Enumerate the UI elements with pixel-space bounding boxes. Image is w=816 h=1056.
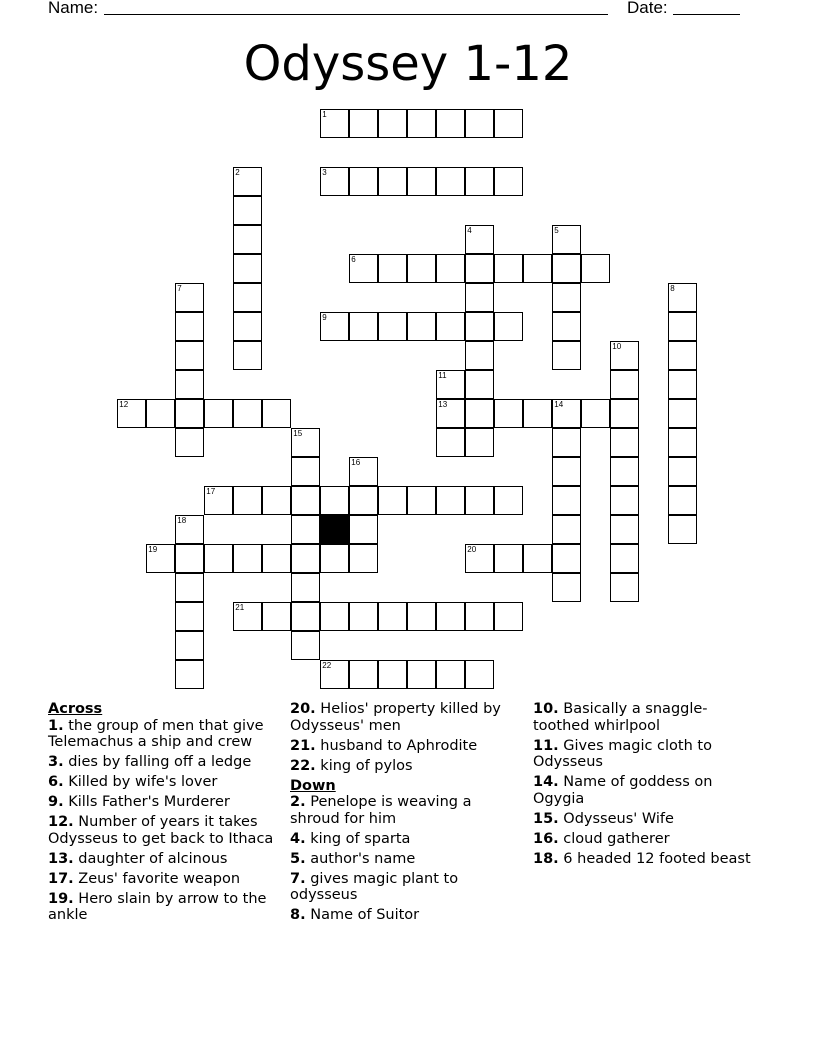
- clues-column-2: [290, 701, 520, 927]
- clue-text: Penelope is weaving a shroud for him: [290, 794, 472, 827]
- crossword-cell[interactable]: [262, 602, 291, 631]
- clue-number: 16.: [533, 830, 559, 847]
- crossword-cell[interactable]: [320, 544, 349, 573]
- crossword-cell[interactable]: [494, 486, 523, 515]
- crossword-cell[interactable]: [175, 283, 204, 312]
- clue-number: 18.: [533, 850, 559, 867]
- crossword-cell[interactable]: [407, 254, 436, 283]
- crossword-cell[interactable]: [349, 515, 378, 544]
- clue-item: [48, 774, 284, 791]
- crossword-cell[interactable]: [436, 428, 465, 457]
- clue-item: [48, 718, 284, 751]
- crossword-black-cell: [320, 515, 349, 544]
- crossword-cell[interactable]: [349, 660, 378, 689]
- clue-item: [290, 851, 520, 868]
- clue-number-label: 18: [177, 516, 187, 526]
- clue-text: the group of men that give Telemachus a ship and crew: [48, 717, 264, 750]
- clue-number: 9.: [48, 794, 64, 810]
- crossword-cell[interactable]: [552, 341, 581, 370]
- crossword-cell[interactable]: [291, 486, 320, 515]
- crossword-cell[interactable]: [494, 167, 523, 196]
- crossword-cell[interactable]: [523, 544, 552, 573]
- crossword-cell[interactable]: [523, 254, 552, 283]
- crossword-cell[interactable]: [552, 312, 581, 341]
- crossword-cell[interactable]: [233, 167, 262, 196]
- crossword-cell[interactable]: [320, 312, 349, 341]
- crossword-cell[interactable]: [436, 602, 465, 631]
- crossword-cell[interactable]: [668, 283, 697, 312]
- clue-number-label: 8: [670, 284, 675, 294]
- page-title: Odyssey 1-12: [243, 36, 573, 92]
- crossword-cell[interactable]: [291, 428, 320, 457]
- crossword-cell[interactable]: [291, 515, 320, 544]
- crossword-cell[interactable]: [610, 457, 639, 486]
- crossword-cell[interactable]: [436, 109, 465, 138]
- crossword-cell[interactable]: [291, 457, 320, 486]
- clue-number: 8.: [290, 907, 306, 923]
- clue-number-label: 1: [322, 110, 327, 120]
- crossword-cell[interactable]: [378, 254, 407, 283]
- crossword-cell[interactable]: [465, 254, 494, 283]
- crossword-cell[interactable]: [378, 312, 407, 341]
- crossword-cell[interactable]: [610, 515, 639, 544]
- clue-item: [533, 851, 763, 868]
- clue-text: Number of years it takes Odysseus to get back to Ithaca: [48, 814, 274, 847]
- clue-number-label: 22: [322, 661, 332, 671]
- clue-number: 12.: [48, 814, 74, 830]
- crossword-cell[interactable]: [175, 312, 204, 341]
- crossword-cell[interactable]: [436, 399, 465, 428]
- crossword-cell[interactable]: [494, 399, 523, 428]
- clue-number-label: 9: [322, 313, 327, 323]
- crossword-cell[interactable]: [349, 457, 378, 486]
- crossword-cell[interactable]: [349, 109, 378, 138]
- crossword-cell[interactable]: [407, 486, 436, 515]
- crossword-cell[interactable]: [175, 602, 204, 631]
- crossword-cell[interactable]: [349, 254, 378, 283]
- crossword-cell[interactable]: [610, 370, 639, 399]
- clue-number: 3.: [48, 754, 64, 770]
- crossword-cell[interactable]: [581, 254, 610, 283]
- across-clue-list-continued: [290, 701, 520, 774]
- down-clue-list: [290, 794, 520, 924]
- clue-number-label: 5: [554, 226, 559, 236]
- clue-number-label: 3: [322, 168, 327, 178]
- clue-number-label: 12: [119, 400, 129, 410]
- crossword-cell[interactable]: [494, 544, 523, 573]
- crossword-cell[interactable]: [668, 399, 697, 428]
- crossword-cell[interactable]: [378, 167, 407, 196]
- clue-number: 19.: [48, 890, 74, 907]
- crossword-cell[interactable]: [552, 225, 581, 254]
- crossword-cell[interactable]: [407, 167, 436, 196]
- crossword-cell[interactable]: [291, 602, 320, 631]
- clue-number-label: 10: [612, 342, 622, 352]
- crossword-cell[interactable]: [233, 312, 262, 341]
- clue-number-label: 4: [467, 226, 472, 236]
- crossword-cell[interactable]: [668, 457, 697, 486]
- crossword-cell[interactable]: [465, 225, 494, 254]
- crossword-cell[interactable]: [117, 399, 146, 428]
- clue-item: [48, 851, 284, 868]
- crossword-cell[interactable]: [204, 486, 233, 515]
- crossword-cell[interactable]: [291, 631, 320, 660]
- clue-number: 14.: [533, 774, 559, 790]
- crossword-cell[interactable]: [610, 341, 639, 370]
- crossword-cell[interactable]: [233, 486, 262, 515]
- crossword-cell[interactable]: [581, 399, 610, 428]
- crossword-cell[interactable]: [552, 544, 581, 573]
- clue-number-label: 15: [293, 429, 303, 439]
- crossword-cell[interactable]: [407, 312, 436, 341]
- crossword-cell[interactable]: [465, 167, 494, 196]
- crossword-cell[interactable]: [175, 631, 204, 660]
- crossword-cell[interactable]: [465, 341, 494, 370]
- crossword-cell[interactable]: [320, 486, 349, 515]
- clue-item: [533, 701, 763, 734]
- crossword-cell[interactable]: [204, 399, 233, 428]
- clue-text: Zeus' favorite weapon: [73, 870, 241, 887]
- crossword-cell[interactable]: [668, 370, 697, 399]
- crossword-cell[interactable]: [610, 573, 639, 602]
- clue-number: 11.: [533, 737, 559, 754]
- clue-item: [290, 831, 520, 848]
- clue-item: [290, 738, 520, 755]
- clue-number-label: 6: [351, 255, 356, 265]
- crossword-cell[interactable]: [465, 109, 494, 138]
- clue-number: 7.: [290, 870, 306, 887]
- clue-number: 6.: [48, 774, 64, 790]
- crossword-cell[interactable]: [465, 602, 494, 631]
- clue-number-label: 13: [438, 400, 448, 410]
- clue-number: 21.: [290, 737, 316, 754]
- clue-number: 1.: [48, 717, 64, 734]
- crossword-cell[interactable]: [175, 660, 204, 689]
- crossword-cell[interactable]: [407, 660, 436, 689]
- crossword-cell[interactable]: [291, 544, 320, 573]
- clue-text: Odysseus' Wife: [558, 810, 674, 827]
- clue-item: [48, 891, 284, 924]
- crossword-cell[interactable]: [262, 486, 291, 515]
- crossword-cell[interactable]: [494, 602, 523, 631]
- clue-text: Basically a snaggle-toothed whirlpool: [533, 701, 708, 734]
- crossword-cell[interactable]: [436, 254, 465, 283]
- date-label: Date:: [627, 0, 668, 17]
- crossword-cell[interactable]: [668, 428, 697, 457]
- clue-text: Killed by wife's lover: [63, 774, 218, 790]
- down-heading: Down: [290, 777, 336, 794]
- across-heading: Across: [48, 701, 103, 717]
- clue-text: gives magic plant to odysseus: [290, 870, 459, 903]
- clue-number: 17.: [48, 870, 74, 887]
- clue-number-label: 2: [235, 168, 240, 178]
- clue-item: [290, 794, 520, 827]
- crossword-cell[interactable]: [233, 602, 262, 631]
- crossword-cell[interactable]: [175, 370, 204, 399]
- crossword-cell[interactable]: [494, 109, 523, 138]
- clue-item: [533, 774, 763, 807]
- clue-number-label: 19: [148, 545, 158, 555]
- crossword-cell[interactable]: [552, 573, 581, 602]
- clue-item: [48, 814, 284, 847]
- crossword-cell[interactable]: [465, 399, 494, 428]
- crossword-cell[interactable]: [233, 225, 262, 254]
- crossword-cell[interactable]: [668, 341, 697, 370]
- clue-number: 15.: [533, 810, 559, 827]
- across-clue-list: [48, 718, 284, 924]
- clue-text: cloud gatherer: [558, 830, 670, 847]
- clue-text: Hero slain by arrow to the ankle: [48, 890, 267, 923]
- crossword-cell[interactable]: [291, 573, 320, 602]
- crossword-cell[interactable]: [407, 109, 436, 138]
- clues-column-3: [533, 701, 763, 871]
- clue-text: Gives magic cloth to Odysseus: [533, 737, 712, 770]
- crossword-cell[interactable]: [233, 399, 262, 428]
- crossword-cell[interactable]: [175, 399, 204, 428]
- clue-number-label: 20: [467, 545, 477, 555]
- crossword-cell[interactable]: [436, 660, 465, 689]
- clue-number: 2.: [290, 794, 306, 810]
- clue-number-label: 14: [554, 400, 564, 410]
- clue-number: 10.: [533, 701, 559, 717]
- crossword-cell[interactable]: [523, 399, 552, 428]
- crossword-cell[interactable]: [436, 486, 465, 515]
- crossword-cell[interactable]: [349, 602, 378, 631]
- clue-text: Name of goddess on Ogygia: [533, 774, 713, 807]
- clue-number: 13.: [48, 850, 74, 867]
- crossword-cell[interactable]: [349, 544, 378, 573]
- clue-item: [48, 871, 284, 888]
- clue-number-label: 16: [351, 458, 361, 468]
- crossword-cell[interactable]: [349, 486, 378, 515]
- crossword-cell[interactable]: [610, 486, 639, 515]
- crossword-cell[interactable]: [320, 660, 349, 689]
- crossword-cell[interactable]: [407, 602, 436, 631]
- crossword-cell[interactable]: [494, 254, 523, 283]
- crossword-cell[interactable]: [436, 312, 465, 341]
- crossword-cell[interactable]: [610, 428, 639, 457]
- crossword-cell[interactable]: [668, 486, 697, 515]
- crossword-cell[interactable]: [465, 544, 494, 573]
- clue-text: Helios' property killed by Odysseus' men: [290, 701, 501, 734]
- crossword-cell[interactable]: [552, 515, 581, 544]
- crossword-cell[interactable]: [494, 312, 523, 341]
- clue-text: Name of Suitor: [305, 907, 420, 923]
- crossword-cell[interactable]: [320, 167, 349, 196]
- crossword-cell[interactable]: [175, 428, 204, 457]
- clue-text: 6 headed 12 footed beast: [558, 850, 751, 867]
- crossword-cell[interactable]: [349, 312, 378, 341]
- clue-item: [290, 758, 520, 775]
- crossword-cell[interactable]: [233, 196, 262, 225]
- clue-text: king of sparta: [305, 830, 411, 847]
- crossword-cell[interactable]: [610, 399, 639, 428]
- clues-column-1: [48, 701, 284, 927]
- crossword-cell[interactable]: [552, 254, 581, 283]
- crossword-cell[interactable]: [378, 486, 407, 515]
- crossword-cell[interactable]: [436, 167, 465, 196]
- crossword-cell[interactable]: [552, 486, 581, 515]
- down-clue-list-continued: [533, 701, 763, 867]
- clue-item: [290, 871, 520, 904]
- clue-number-label: 11: [438, 371, 447, 381]
- crossword-cell[interactable]: [233, 544, 262, 573]
- crossword-cell[interactable]: [436, 370, 465, 399]
- crossword-cell[interactable]: [146, 399, 175, 428]
- crossword-cell[interactable]: [233, 254, 262, 283]
- clue-item: [48, 754, 284, 771]
- crossword-cell[interactable]: [320, 602, 349, 631]
- crossword-cell[interactable]: [146, 544, 175, 573]
- crossword-cell[interactable]: [378, 602, 407, 631]
- crossword-cell[interactable]: [233, 283, 262, 312]
- clue-text: husband to Aphrodite: [315, 737, 478, 754]
- crossword-cell[interactable]: [320, 109, 349, 138]
- crossword-cell[interactable]: [465, 312, 494, 341]
- crossword-cell[interactable]: [378, 660, 407, 689]
- crossword-cell[interactable]: [204, 544, 233, 573]
- clue-text: Kills Father's Murderer: [63, 794, 230, 810]
- crossword-cell[interactable]: [610, 544, 639, 573]
- clue-item: [533, 811, 763, 828]
- crossword-cell[interactable]: [668, 312, 697, 341]
- clue-item: [290, 701, 520, 734]
- crossword-cell[interactable]: [233, 341, 262, 370]
- clue-text: king of pylos: [315, 757, 413, 774]
- clue-item: [533, 831, 763, 848]
- crossword-cell[interactable]: [552, 428, 581, 457]
- crossword-cell[interactable]: [349, 167, 378, 196]
- clue-text: dies by falling off a ledge: [63, 754, 252, 770]
- crossword-cell[interactable]: [465, 486, 494, 515]
- crossword-cell[interactable]: [262, 544, 291, 573]
- clue-number-label: 7: [177, 284, 182, 294]
- crossword-cell[interactable]: [465, 428, 494, 457]
- crossword-cell[interactable]: [262, 399, 291, 428]
- crossword-cell[interactable]: [175, 341, 204, 370]
- crossword-cell[interactable]: [552, 283, 581, 312]
- clue-number-label: 21: [235, 603, 245, 613]
- clue-number: 22.: [290, 757, 316, 774]
- crossword-cell[interactable]: [378, 109, 407, 138]
- clue-number-label: 17: [206, 487, 216, 497]
- crossword-cell[interactable]: [465, 370, 494, 399]
- clue-item: [48, 794, 284, 811]
- crossword-cell[interactable]: [175, 515, 204, 544]
- crossword-cell[interactable]: [175, 544, 204, 573]
- crossword-cell[interactable]: [668, 515, 697, 544]
- clue-number: 4.: [290, 830, 306, 847]
- clue-item: [533, 738, 763, 771]
- crossword-cell[interactable]: [175, 573, 204, 602]
- crossword-cell[interactable]: [465, 660, 494, 689]
- crossword-cell[interactable]: [465, 283, 494, 312]
- clue-number: 5.: [290, 850, 306, 867]
- name-label: Name:: [48, 0, 99, 17]
- clue-number: 20.: [290, 701, 316, 717]
- clue-text: author's name: [305, 850, 416, 867]
- crossword-cell[interactable]: [552, 457, 581, 486]
- clue-text: daughter of alcinous: [73, 850, 228, 867]
- crossword-cell[interactable]: [552, 399, 581, 428]
- clue-item: [290, 907, 520, 924]
